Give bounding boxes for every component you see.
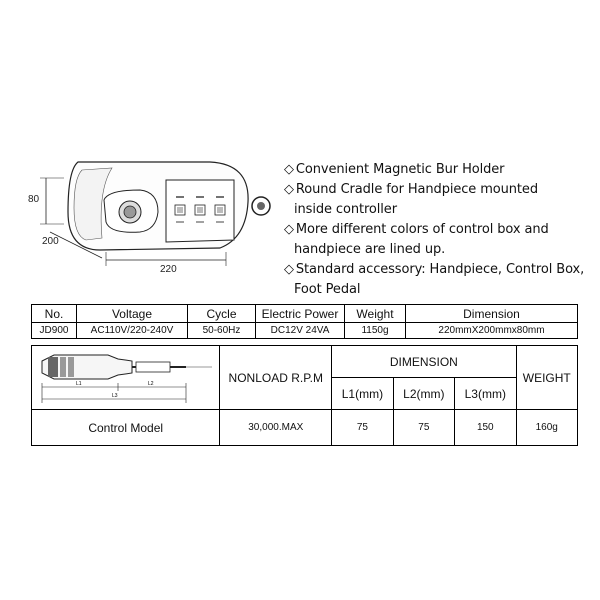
cell-voltage: AC110V/220-240V [77, 323, 188, 339]
control-model-table [31, 345, 578, 446]
l2-value: 75 [393, 410, 454, 446]
feature-item-continuation: Foot Pedal [294, 282, 361, 297]
spec-table [31, 304, 578, 339]
depth-dimension-label: 200 [42, 236, 59, 247]
l1-value: 75 [332, 410, 393, 446]
control-box-drawing [20, 150, 280, 284]
l1-label: L1 [75, 381, 82, 387]
l3-header: L3(mm) [455, 378, 516, 410]
handpiece-drawing-cell [32, 346, 220, 410]
feature-item: ◇ Round Cradle for Handpiece mounted [284, 182, 538, 197]
feature-item: ◇ Standard accessory: Handpiece, Control Box, [284, 262, 585, 277]
header-voltage: Voltage [77, 305, 188, 323]
l3-value: 150 [455, 410, 516, 446]
l2-label: L2 [147, 381, 154, 387]
weight-value: 160g [516, 410, 578, 446]
feature-list [284, 160, 594, 300]
rpm-value: 30,000.MAX [220, 410, 332, 446]
cell-weight: 1150g [345, 323, 406, 339]
l3-label: L3 [111, 393, 118, 399]
diamond-bullet-icon: ◇ [284, 182, 294, 197]
diamond-bullet-icon: ◇ [284, 162, 294, 177]
spec-data-row [32, 323, 578, 339]
control-header-row-1 [32, 346, 578, 378]
nonload-rpm-header: NONLOAD R.P.M [220, 346, 332, 410]
weight-header: WEIGHT [516, 346, 578, 410]
header-weight: Weight [345, 305, 406, 323]
l1-header: L1(mm) [332, 378, 393, 410]
header-dimension: Dimension [406, 305, 578, 323]
control-model-label: Control Model [32, 410, 220, 446]
header-no: No. [32, 305, 77, 323]
feature-item-continuation: inside controller [294, 202, 397, 217]
feature-item: ◇ Convenient Magnetic Bur Holder [284, 162, 505, 177]
height-dimension-label: 80 [28, 194, 40, 205]
header-cycle: Cycle [188, 305, 256, 323]
width-dimension-label: 220 [160, 264, 177, 275]
feature-item-continuation: handpiece are lined up. [294, 242, 446, 257]
diamond-bullet-icon: ◇ [284, 262, 294, 277]
control-data-row [32, 410, 578, 446]
handpiece-illustration [36, 347, 216, 405]
diamond-bullet-icon: ◇ [284, 222, 294, 237]
header-electric-power: Electric Power [256, 305, 345, 323]
dimension-header: DIMENSION [332, 346, 516, 378]
l2-header: L2(mm) [393, 378, 454, 410]
cell-electric-power: DC12V 24VA [256, 323, 345, 339]
feature-item: ◇ More different colors of control box and [284, 222, 549, 237]
cell-no: JD900 [32, 323, 77, 339]
spec-header-row [32, 305, 578, 323]
cell-dimension: 220mmX200mmx80mm [406, 323, 578, 339]
cell-cycle: 50-60Hz [188, 323, 256, 339]
control-box-illustration [20, 150, 280, 280]
